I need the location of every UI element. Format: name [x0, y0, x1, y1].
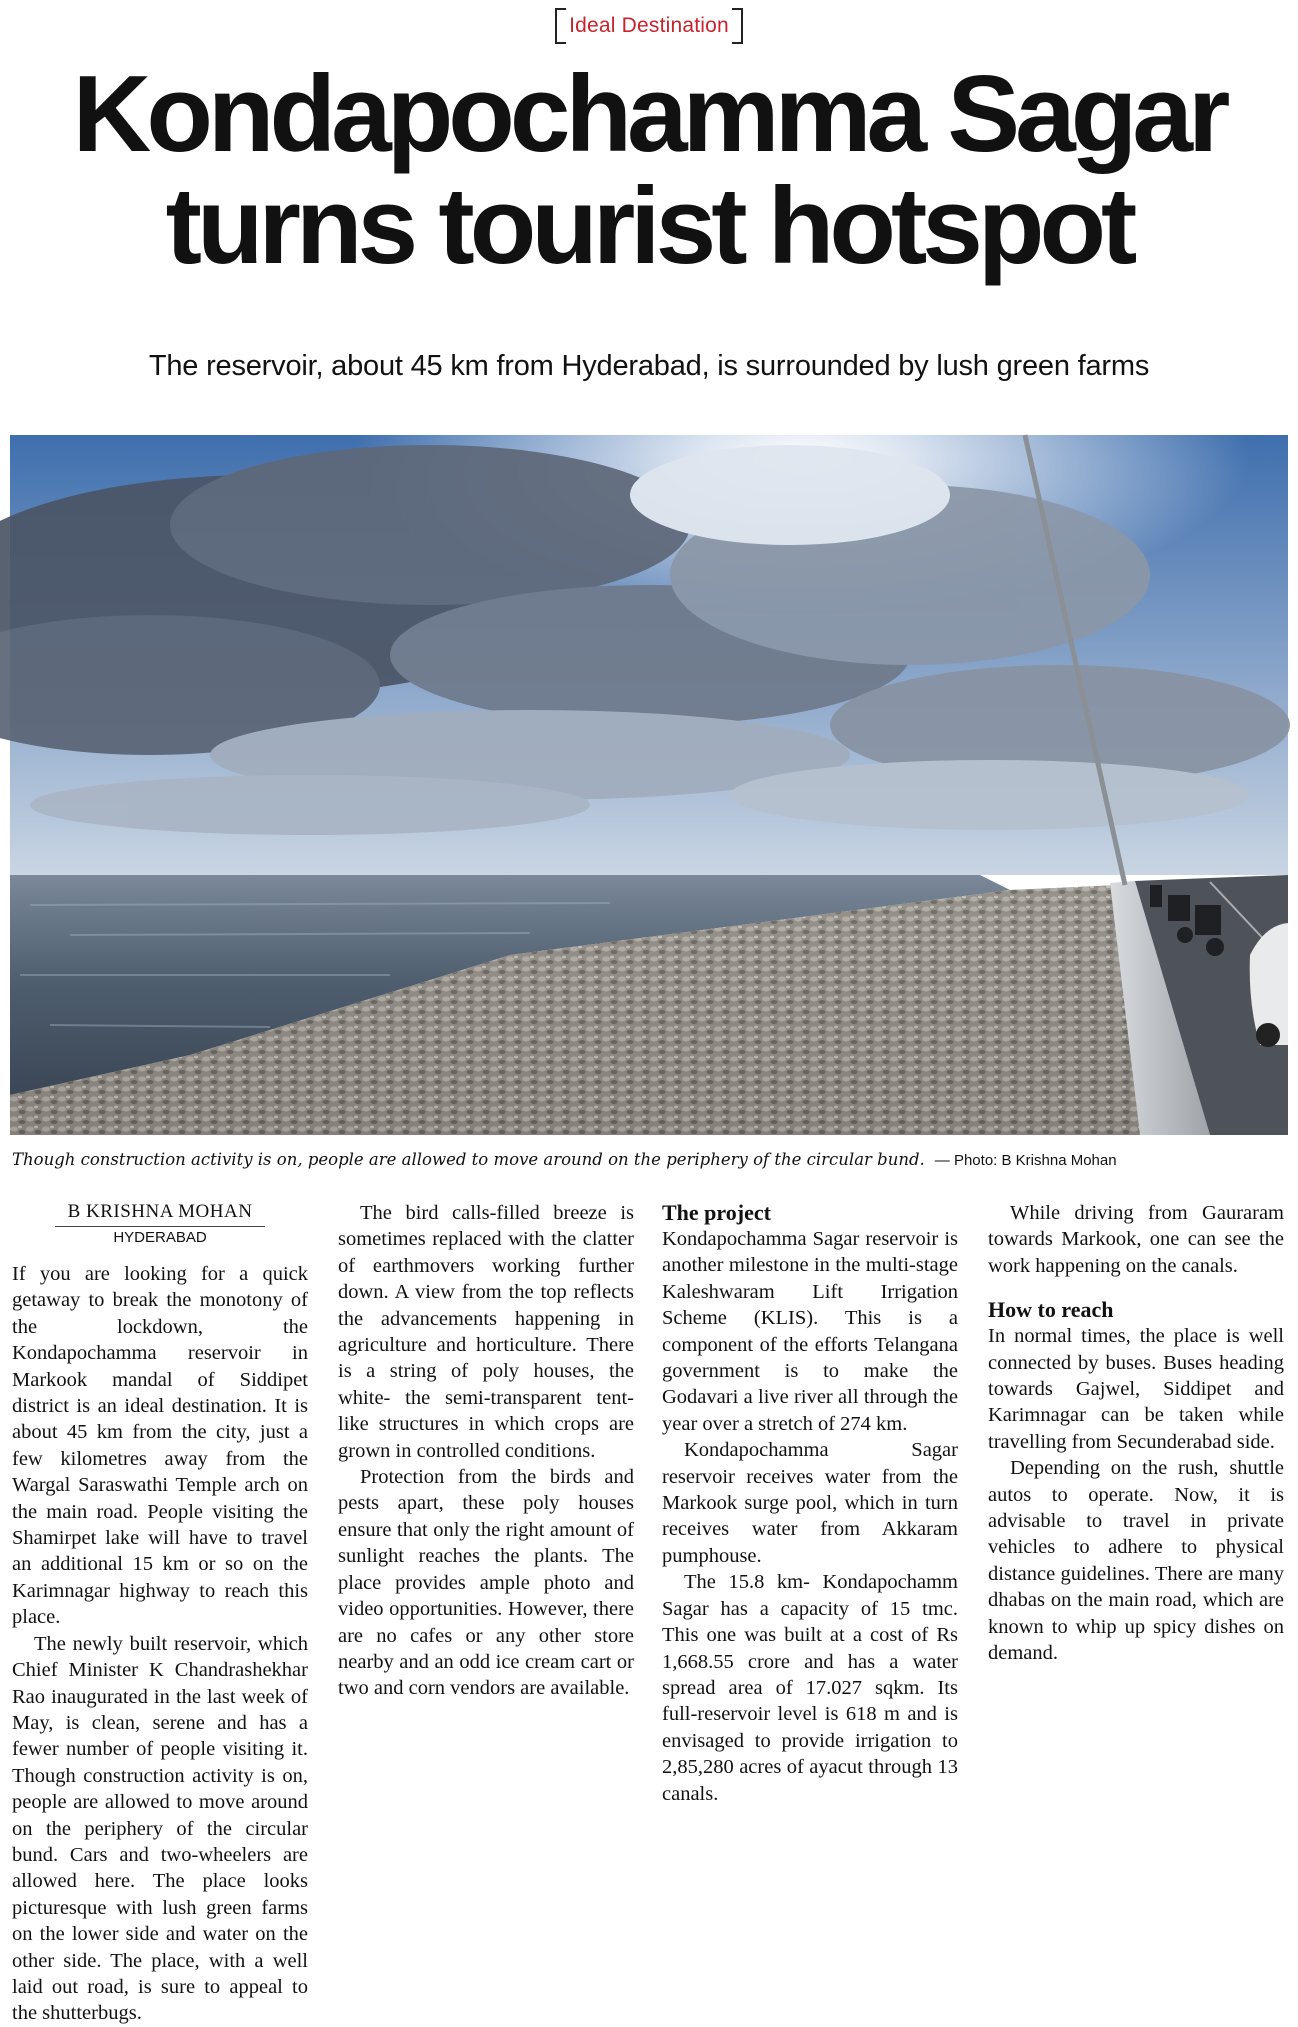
paragraph-2: The newly built reservoir, which Chief Minister K Chandrashekhar Rao inaugurated in the last week of May, is clean, serene and has a fewer number of people visiting it. Though construction activity is on, people are allowed to move around on the periphery of the circular bund. Cars and two-wheelers are allowed here. The place looks picturesque with lush green farms on the lower side and water on the other side. The place, with a well laid out road, is sure to appeal to the shutterbugs.: [12, 1632, 308, 2025]
paragraph-4: Protection from the birds and pests apart, these poly houses ensure that only the right amount of sunlight reaches the plants. The place provides ample photo and video opportunities. However, there are no cafes or any other store nearby and an odd ice cream cart or two and corn vendors are available.: [338, 1466, 634, 1700]
article-column-2: [338, 1200, 634, 1702]
paragraph-9: In normal times, the place is well connected by buses. Buses heading towards Gajwel, Siddipet and Karimnagar can be taken while travelling from Secunderabad side.: [988, 1325, 1284, 1453]
paragraph-10: Depending on the rush, shuttle autos to operate. Now, it is advisable to travel in private vehicles to adhere to physical distance guidelines. There are many dhabas on the main road, which are known to whip up spicy dishes on demand.: [988, 1457, 1284, 1665]
headline-line-1: Kondapochamma Sagar: [72, 53, 1226, 175]
headline: [0, 53, 1298, 287]
photo-caption: [12, 1150, 1288, 1169]
byline-location: HYDERABAD: [113, 1229, 207, 1246]
photo-credit: — Photo: B Krishna Mohan: [934, 1152, 1117, 1169]
byline-author: B KRISHNA MOHAN: [67, 1201, 253, 1222]
paragraph-3: The bird calls-filled breeze is sometimes replaced with the clatter of earthmovers working further down. A view from the top reflects the advancements happening in agriculture and horticulture. There is a string of poly houses, the white- the semi-transparent tent-like structures in which crops are grown in controlled conditions.: [338, 1202, 634, 1462]
deck-subheading: The reservoir, about 45 km from Hyderabad, is surrounded by lush green farms: [148, 350, 1150, 382]
article-column-4: [988, 1200, 1284, 1667]
paragraph-8: While driving from Gauraram towards Markook, one can see the work happening on the canals.: [988, 1202, 1284, 1277]
paragraph-6: Kondapochamma Sagar reservoir receives water from the Markook surge pool, which in turn receives water from Akkaram pumphouse.: [662, 1439, 958, 1567]
reservoir-photo: [10, 435, 1288, 1135]
article-column-3: [662, 1200, 958, 1807]
subhead-how-to-reach: How to reach: [988, 1297, 1114, 1323]
section-label: Ideal Destination: [555, 8, 743, 44]
article-column-1: [12, 1200, 308, 2027]
paragraph-1: If you are looking for a quick getaway to break the monotony of the lockdown, the Kondapochamma reservoir in Markook mandal of Siddipet district is an ideal destination. It is about 45 km from the city, just a few kilometres away from the Wargal Saraswathi Temple arch on the main road. People visiting the Shamirpet lake will have to travel an additional 15 km or so on the Karimnagar highway to reach this place.: [12, 1263, 308, 1629]
headline-line-2: turns tourist hotspot: [165, 165, 1133, 287]
section-label-wrap: [0, 8, 1298, 44]
subhead-project: The project: [662, 1200, 771, 1225]
paragraph-5: Kondapochamma Sagar reservoir is another milestone in the multi-stage Kaleshwaram Lift Irrigation Scheme (KLIS). This is a component of the efforts Telangana government is to make the Godavari a live river all through the year over a stretch of 274 km.: [662, 1228, 958, 1435]
paragraph-7: The 15.8 km- Kondapochamm Sagar has a capacity of 15 tmc. This one was built at a cost of Rs 1,668.55 crore and has a water spread area of 17.027 sqkm. Its full-reservoir level is 618 m and is envisaged to provide irrigation to 2,85,280 acres of ayacut through 13 canals.: [662, 1571, 958, 1805]
caption-text: Though construction activity is on, people are allowed to move around on the periphery of the circular bund.: [12, 1150, 925, 1169]
